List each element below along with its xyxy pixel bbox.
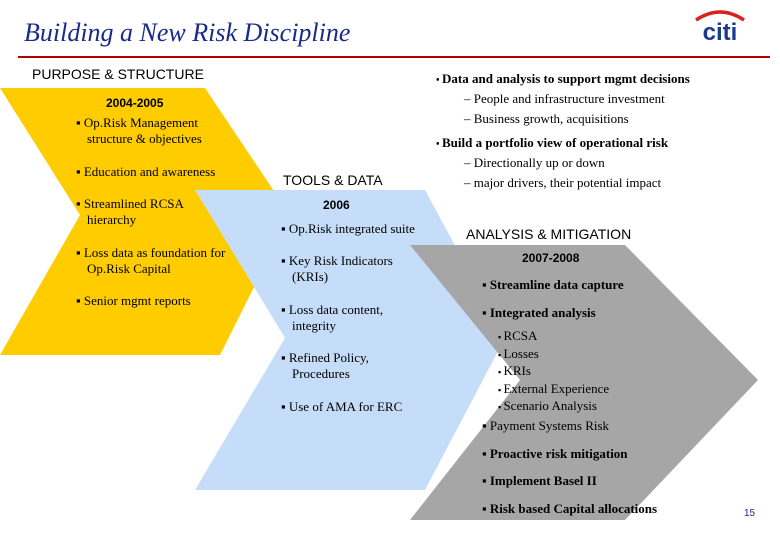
tools-year: 2006 xyxy=(323,198,350,212)
tools-item-4: ▪ Refined Policy, Procedures xyxy=(281,350,412,382)
purpose-item-1: ▪ Op.Risk Management structure & objectives xyxy=(76,115,237,147)
purpose-item-4: ▪ Loss data as foundation for Op.Risk Capital xyxy=(76,245,262,277)
purpose-heading: PURPOSE & STRUCTURE xyxy=(32,66,204,82)
analysis-sub-list xyxy=(498,328,609,416)
tools-heading: TOOLS & DATA xyxy=(283,172,383,188)
analysis-item-payment: ▪ Payment Systems Risk xyxy=(482,418,693,434)
analysis-sub-item: ▪ KRIs xyxy=(498,363,609,381)
analysis-item-basel: ▪ Implement Basel II xyxy=(482,473,693,489)
note-sub-drivers: – major drivers, their potential impact xyxy=(464,175,661,191)
purpose-year: 2004-2005 xyxy=(106,96,164,110)
note-bullet-data-analysis: • Data and analysis to support mgmt decisions xyxy=(436,71,690,87)
analysis-item-streamline: ▪ Streamline data capture xyxy=(482,277,693,293)
analysis-item-integrated: ▪ Integrated analysis xyxy=(482,305,693,321)
tools-item-2: ▪ Key Risk Indicators (KRIs) xyxy=(281,253,422,285)
analysis-year: 2007-2008 xyxy=(522,251,580,265)
tools-item-1: ▪ Op.Risk integrated suite xyxy=(281,221,452,237)
note-sub-business: – Business growth, acquisitions xyxy=(464,111,629,127)
analysis-sub-item: ▪ Losses xyxy=(498,346,609,364)
analysis-heading: ANALYSIS & MITIGATION xyxy=(466,226,632,242)
title-rule xyxy=(18,56,770,58)
analysis-sub-item: ▪ RCSA xyxy=(498,328,609,346)
citi-logo-text: citi xyxy=(702,19,738,46)
tools-item-5: ▪ Use of AMA for ERC xyxy=(281,399,442,415)
tools-item-3: ▪ Loss data content, integrity xyxy=(281,302,422,334)
note-sub-people: – People and infrastructure investment xyxy=(464,91,665,107)
slide-title: Building a New Risk Discipline xyxy=(24,18,351,47)
analysis-item-capital: ▪ Risk based Capital allocations xyxy=(482,501,713,517)
note-sub-direction: – Directionally up or down xyxy=(464,155,605,171)
purpose-item-2: ▪ Education and awareness xyxy=(76,164,257,180)
citi-logo xyxy=(690,6,750,46)
analysis-item-proactive: ▪ Proactive risk mitigation xyxy=(482,446,693,462)
purpose-item-3: ▪ Streamlined RCSA hierarchy xyxy=(76,196,217,228)
analysis-sub-item: ▪ Scenario Analysis xyxy=(498,398,609,416)
purpose-item-5: ▪ Senior mgmt reports xyxy=(76,293,237,309)
page-number: 15 xyxy=(744,508,756,519)
analysis-sub-item: ▪ External Experience xyxy=(498,381,609,399)
note-bullet-portfolio: • Build a portfolio view of operational risk xyxy=(436,135,668,151)
